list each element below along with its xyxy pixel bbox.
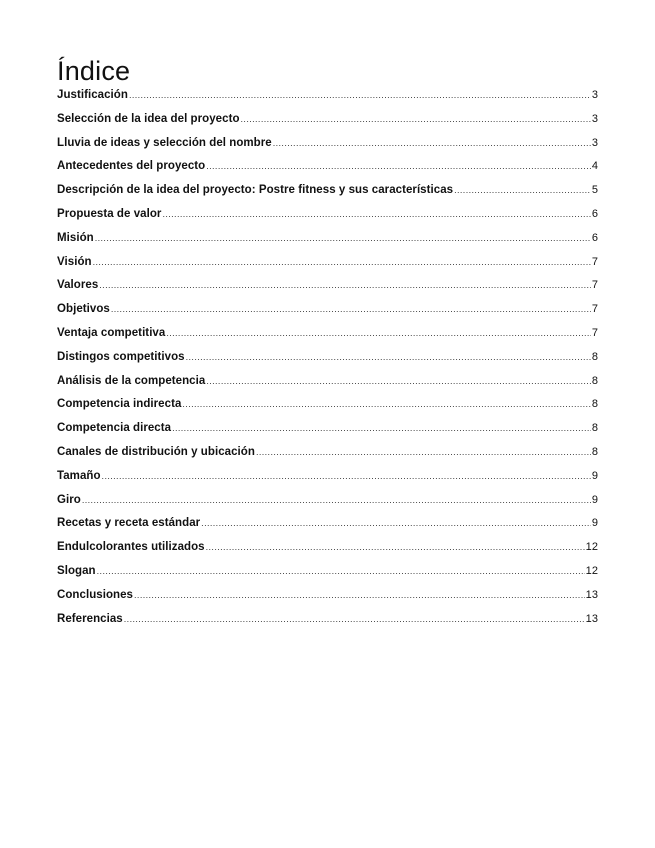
dot-leader: [241, 114, 591, 124]
toc-entry[interactable]: [57, 303, 598, 327]
dot-leader: [162, 209, 590, 219]
dot-leader: [111, 304, 591, 314]
toc-entry[interactable]: [57, 256, 598, 280]
toc-entry[interactable]: [57, 279, 598, 303]
toc-page-number: 8: [591, 422, 598, 435]
toc-entry-label[interactable]: Descripción de la idea del proyecto: Postre fitness y sus características: [57, 184, 454, 197]
toc-page-number: 13: [585, 588, 598, 601]
toc-entry-label[interactable]: Tamaño: [57, 469, 101, 482]
dot-leader: [186, 352, 591, 362]
toc-entry-label[interactable]: Justificación: [57, 89, 128, 101]
toc-entry[interactable]: [57, 137, 598, 161]
toc-entry-label[interactable]: Distingos competitivos: [57, 350, 185, 363]
toc-entry[interactable]: [57, 113, 598, 137]
toc-page-number: 6: [591, 231, 598, 244]
dot-leader: [129, 90, 591, 100]
toc-page-number: 9: [591, 517, 598, 530]
toc-entry-label[interactable]: Slogan: [57, 564, 96, 577]
toc-entry-label[interactable]: Antecedentes del proyecto: [57, 160, 206, 173]
toc-entry-label[interactable]: Objetivos: [57, 303, 110, 316]
toc-page-number: 13: [585, 612, 598, 625]
toc-entry[interactable]: [57, 613, 598, 637]
toc-entry-label[interactable]: Selección de la idea del proyecto: [57, 112, 240, 125]
toc-entry[interactable]: [57, 589, 598, 613]
page-title: Índice: [57, 56, 131, 86]
toc-entry[interactable]: [57, 351, 598, 375]
toc-entry[interactable]: [57, 398, 598, 422]
dot-leader: [124, 614, 585, 624]
toc-entry-label[interactable]: Recetas y receta estándar: [57, 517, 201, 530]
toc-page-number: 4: [591, 160, 598, 173]
toc-page-number: 7: [591, 326, 598, 339]
toc-entry-label[interactable]: Visión: [57, 255, 92, 268]
table-of-contents: [57, 89, 598, 636]
toc-entry-label[interactable]: Valores: [57, 279, 99, 292]
toc-page-number: 8: [591, 398, 598, 411]
toc-page-number: 7: [591, 279, 598, 292]
dot-leader: [99, 280, 591, 290]
toc-page-number: 8: [591, 445, 598, 458]
toc-page-number: 7: [591, 303, 598, 316]
dot-leader: [206, 542, 585, 552]
toc-entry[interactable]: [57, 327, 598, 351]
toc-page-number: 3: [591, 136, 598, 149]
toc-entry-label[interactable]: Conclusiones: [57, 588, 134, 601]
toc-page-number: 5: [591, 184, 598, 197]
toc-entry[interactable]: [57, 375, 598, 399]
dot-leader: [454, 185, 591, 195]
toc-page-number: 3: [591, 89, 598, 101]
toc-page-number: 3: [591, 112, 598, 125]
dot-leader: [206, 376, 591, 386]
toc-page-number: 7: [591, 255, 598, 268]
toc-entry[interactable]: [57, 565, 598, 589]
toc-page-number: 12: [585, 564, 598, 577]
dot-leader: [172, 423, 591, 433]
toc-entry[interactable]: [57, 232, 598, 256]
toc-entry[interactable]: [57, 541, 598, 565]
toc-entry[interactable]: [57, 160, 598, 184]
toc-entry[interactable]: [57, 184, 598, 208]
toc-entry[interactable]: [57, 422, 598, 446]
toc-page-number: 8: [591, 374, 598, 387]
dot-leader: [134, 590, 585, 600]
dot-leader: [201, 518, 591, 528]
dot-leader: [166, 328, 591, 338]
toc-entry-label[interactable]: Ventaja competitiva: [57, 326, 166, 339]
dot-leader: [93, 257, 591, 267]
toc-page-number: 8: [591, 350, 598, 363]
toc-entry-label[interactable]: Análisis de la competencia: [57, 374, 206, 387]
toc-entry-label[interactable]: Referencias: [57, 612, 123, 625]
dot-leader: [273, 138, 591, 148]
dot-leader: [102, 471, 591, 481]
toc-entry[interactable]: [57, 89, 598, 113]
dot-leader: [206, 161, 591, 171]
dot-leader: [256, 447, 591, 457]
toc-entry[interactable]: [57, 517, 598, 541]
toc-entry-label[interactable]: Competencia indirecta: [57, 398, 182, 411]
toc-entry-label[interactable]: Competencia directa: [57, 422, 172, 435]
toc-entry-label[interactable]: Giro: [57, 493, 81, 506]
toc-entry[interactable]: [57, 470, 598, 494]
toc-page-number: 6: [591, 207, 598, 220]
toc-entry-label[interactable]: Canales de distribución y ubicación: [57, 445, 255, 458]
toc-page-number: 12: [585, 541, 598, 554]
toc-entry[interactable]: [57, 494, 598, 518]
toc-entry-label[interactable]: Endulcolorantes utilizados: [57, 541, 205, 554]
toc-page-number: 9: [591, 493, 598, 506]
toc-entry-label[interactable]: Lluvia de ideas y selección del nombre: [57, 136, 272, 149]
toc-entry-label[interactable]: Misión: [57, 231, 94, 244]
dot-leader: [182, 399, 590, 409]
dot-leader: [97, 566, 585, 576]
toc-page-number: 9: [591, 469, 598, 482]
dot-leader: [95, 233, 591, 243]
dot-leader: [82, 495, 591, 505]
toc-entry[interactable]: [57, 208, 598, 232]
toc-entry[interactable]: [57, 446, 598, 470]
toc-entry-label[interactable]: Propuesta de valor: [57, 207, 162, 220]
